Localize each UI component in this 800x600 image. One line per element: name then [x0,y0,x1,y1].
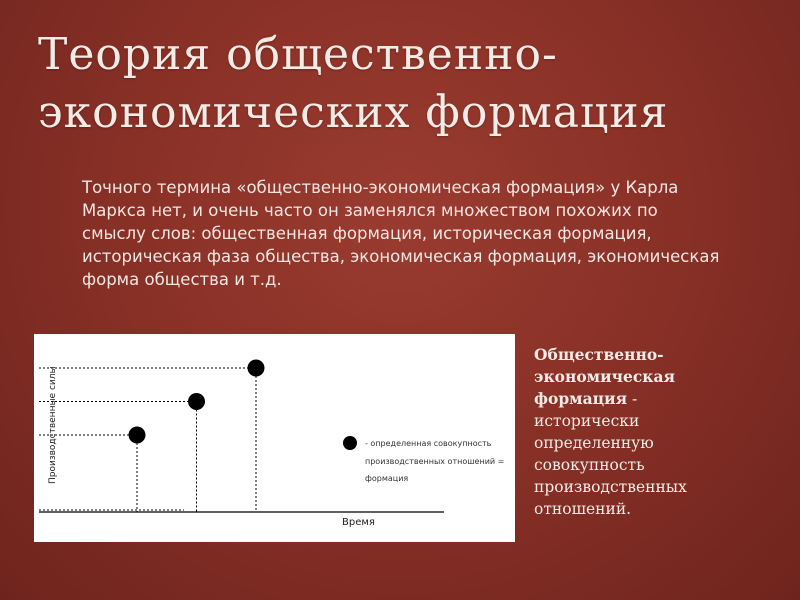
x-axis-label: Время [342,517,375,528]
y-axis-label: Производственные силы [48,366,58,484]
legend-line-1: - определенная совокупность [365,439,492,448]
definition-term: Общественно-экономическая формация [534,345,675,408]
chart-marks [39,360,265,513]
legend-line-3: формация [365,474,409,483]
chart-svg [34,334,515,542]
definition-block [534,344,734,520]
formation-point-1 [129,427,146,444]
title-line-2: экономических формация [38,87,669,138]
formation-point-2 [188,393,205,410]
legend-line-2: производственных отношений = [365,457,505,466]
title-line-1: Теория общественно- [38,29,558,80]
intro-paragraph: Точного термина «общественно-экономическая формация» у Карла Маркса нет, и очень часто он заменялся множеством похожих по смыслу слов: общественная формация, историческая формация, историческая фаза общества, экономическая формация, экономическая форма общества и т.д. [82,178,720,289]
definition-text: исторически определенную совокупность производственных отношений. [534,412,687,518]
definition-dash: - [627,390,638,408]
legend-marker [343,436,357,450]
formation-point-3 [248,360,265,377]
formation-chart [34,334,515,542]
slide-title [38,26,778,142]
